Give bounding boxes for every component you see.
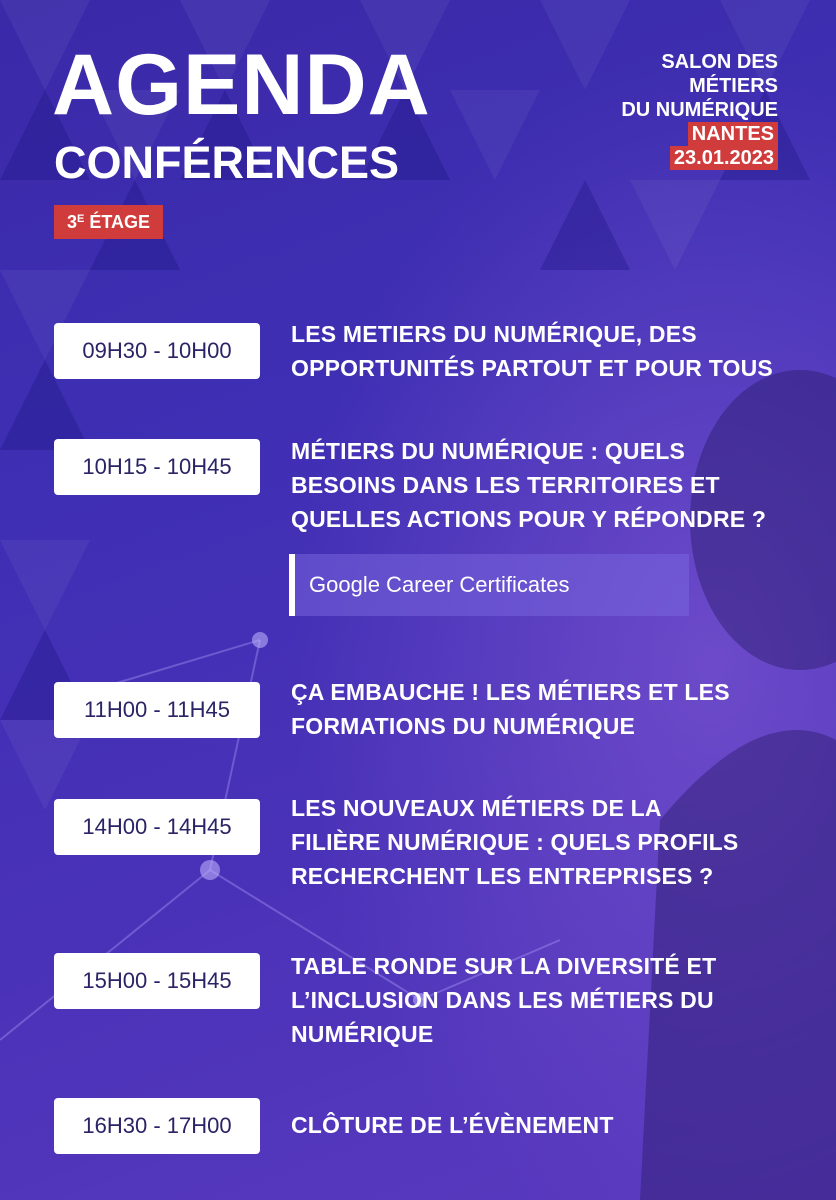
session-title-line: RECHERCHENT LES ENTREPRISES ? <box>291 863 714 889</box>
session-title-line: QUELLES ACTIONS POUR Y RÉPONDRE ? <box>291 506 767 532</box>
session-title-line: TABLE RONDE SUR LA DIVERSITÉ ET <box>291 953 717 979</box>
event-name-line2: MÉTIERS <box>689 75 778 97</box>
session-title <box>291 675 791 743</box>
floor-number: 3 <box>67 212 78 232</box>
session-title-line: OPPORTUNITÉS PARTOUT ET POUR TOUS <box>291 355 773 381</box>
session-time: 10H15 - 10H45 <box>54 439 260 495</box>
event-name-line1: SALON DES <box>661 51 778 73</box>
event-name-line3: DU NUMÉRIQUE <box>621 99 778 121</box>
session-time: 11H00 - 11H45 <box>54 682 260 738</box>
session-title-line: L’INCLUSION DANS LES MÉTIERS DU <box>291 987 714 1013</box>
floor-label: ÉTAGE <box>89 212 151 232</box>
session-title-line: FORMATIONS DU NUMÉRIQUE <box>291 713 636 739</box>
conferences-subtitle: CONFÉRENCES <box>54 137 400 188</box>
agenda-title: AGENDA <box>52 37 431 133</box>
session-title <box>291 949 791 1051</box>
session-time: 14H00 - 14H45 <box>54 799 260 855</box>
event-date: 23.01.2023 <box>670 146 778 170</box>
session-title-line: FILIÈRE NUMÉRIQUE : QUELS PROFILS <box>291 829 739 855</box>
session-title <box>291 434 791 536</box>
session-time: 09H30 - 10H00 <box>54 323 260 379</box>
event-city: NANTES <box>688 122 778 146</box>
session-title-line: CLÔTURE DE L’ÉVÈNEMENT <box>291 1112 614 1138</box>
floor-badge <box>54 205 163 239</box>
session-title <box>291 317 791 385</box>
session-title <box>291 791 791 893</box>
session-time: 15H00 - 15H45 <box>54 953 260 1009</box>
session-title-line: MÉTIERS DU NUMÉRIQUE : QUELS <box>291 438 686 464</box>
floor-suffix: E <box>77 213 85 225</box>
session-title-line: BESOINS DANS LES TERRITOIRES ET <box>291 472 720 498</box>
session-title-line: ÇA EMBAUCHE ! LES MÉTIERS ET LES <box>291 679 730 705</box>
session-time: 16H30 - 17H00 <box>54 1098 260 1154</box>
session-title-line: NUMÉRIQUE <box>291 1021 434 1047</box>
session-title <box>291 1108 791 1142</box>
session-title-line: LES METIERS DU NUMÉRIQUE, DES <box>291 321 697 347</box>
session-title-line: LES NOUVEAUX MÉTIERS DE LA <box>291 795 662 821</box>
event-info <box>621 50 778 170</box>
session-speaker: Google Career Certificates <box>289 554 689 616</box>
